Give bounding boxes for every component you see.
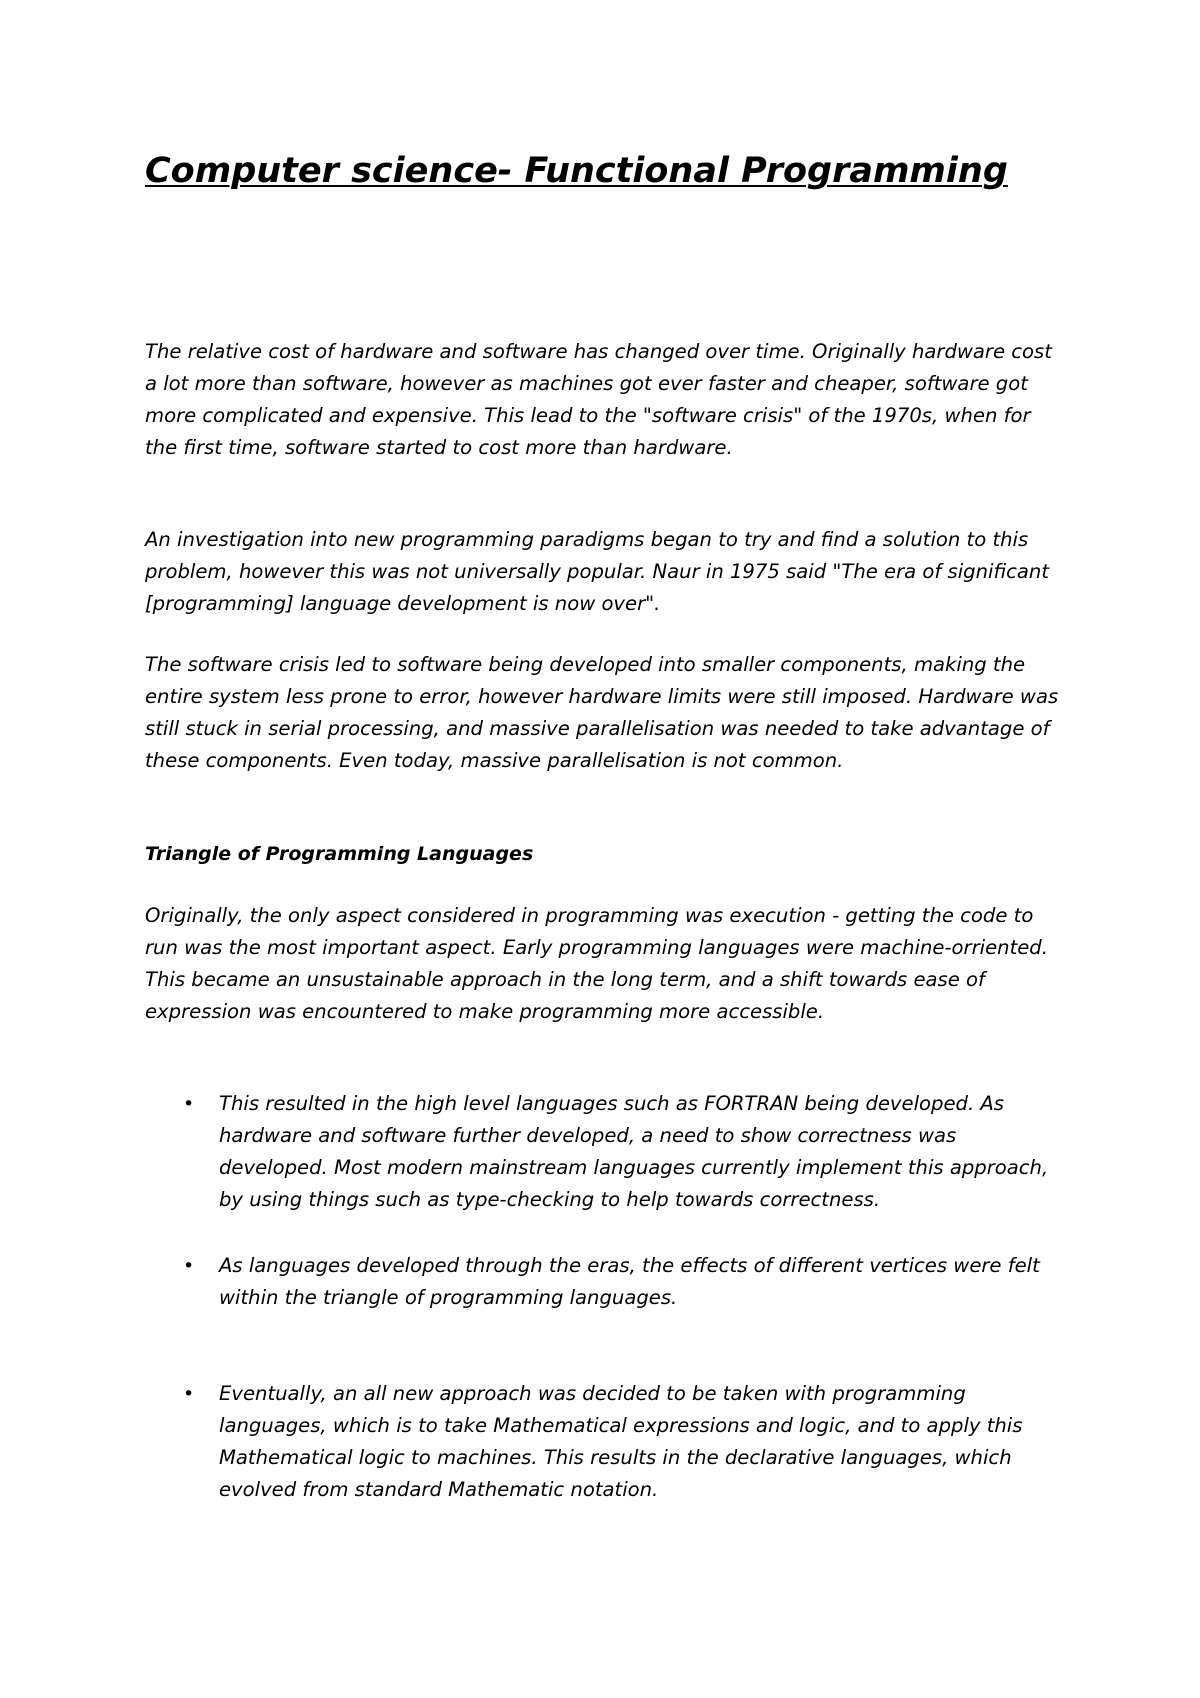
bullet-text: Eventually, an all new approach was decided to be taken with programming languages, which is to take Mathematical expressions and logic, and to apply this Mathematical logic to machines. This results in the declarative languages, which evolved from standard Mathematic notation.	[219, 1382, 1023, 1501]
paragraph-cost-history: The relative cost of hardware and software has changed over time. Originally hardware cost a lot more than software, however as machines got ever faster and cheaper, software got more complicated and expensive. This lead to the "software crisis" of the 1970s, when for the first time, software started to cost more than hardware.	[145, 340, 1052, 459]
bullet-icon: •	[183, 1093, 195, 1115]
bullet-text: This resulted in the high level languages such as FORTRAN being developed. As hardware and software further developed, a need to show correctness was developed. Most modern mainstream languages currently implement this approach, by using things such as type-checking to help towards correctness.	[219, 1092, 1049, 1211]
paragraph-new-paradigms: An investigation into new programming paradigms began to try and find a solution to this problem, however this was not universally popular. Naur in 1975 said "The era of significant [programming] language development is now over".	[145, 528, 1050, 615]
paragraph-triangle-intro: Originally, the only aspect considered in programming was execution - getting the code to run was the most important aspect. Early programming languages were machine-orriented. This became an unsustainable approach in the long term, and a shift towards ease of expression was encountered to make programming more accessible.	[145, 904, 1048, 1023]
bullet-icon: •	[183, 1255, 195, 1277]
document-title: Computer science- Functional Programming	[145, 151, 1008, 191]
bullet-text: As languages developed through the eras, the effects of different vertices were felt within the triangle of programming languages.	[219, 1254, 1040, 1309]
section-heading: Triangle of Programming Languages	[145, 843, 534, 865]
bullet-icon: •	[183, 1383, 195, 1405]
paragraph-software-crisis: The software crisis led to software being developed into smaller components, making the entire system less prone to error, however hardware limits were still imposed. Hardware was still stuck in serial processing, and massive parallelisation was needed to take advantage of these components. Even today, massive parallelisation is not common.	[145, 653, 1059, 772]
